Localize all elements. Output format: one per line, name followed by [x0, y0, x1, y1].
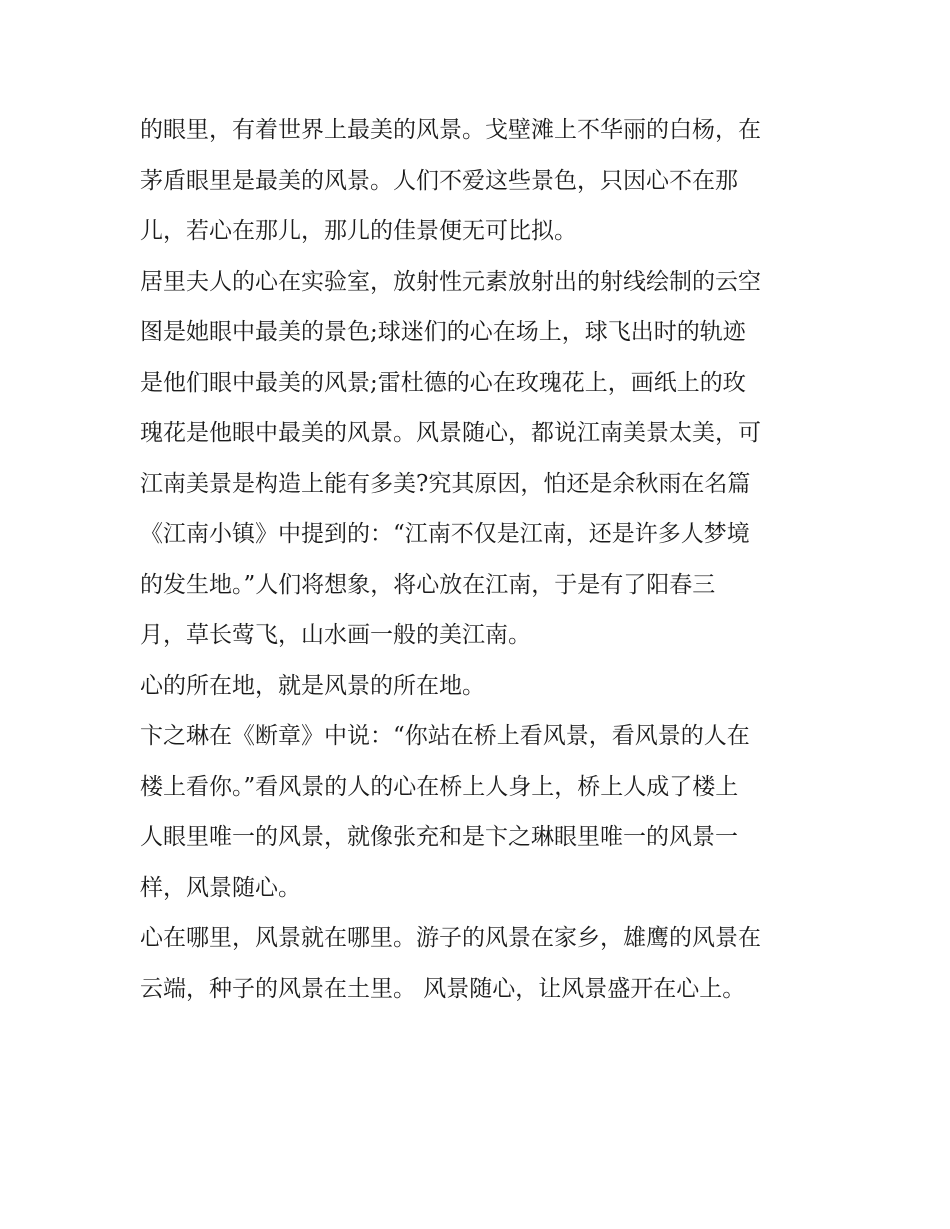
text-line: 是他们眼中最美的风景;雷杜德的心在玫瑰花上，画纸上的玫 [140, 369, 746, 396]
essay-text [140, 105, 830, 1014]
text-line: 儿，若心在那儿，那儿的佳景便无可比拟。 [140, 218, 577, 244]
text-line: 的发生地。”人们将想象，将心放在江南，于是有了阳春三 [140, 571, 716, 598]
text-line: 瑰花是他眼中最美的风景。风景随心，都说江南美景太美，可 [140, 420, 761, 446]
text-line: 云端，种子的风景在土里。 风景随心，让风景盛开在心上。 [140, 975, 746, 1002]
text-line: 楼上看你。”看风景的人的心在桥上人身上，桥上人成了楼上 [140, 773, 739, 800]
text-line: 江南美景是构造上能有多美?究其原因，怕还是余秋雨在名篇 [140, 470, 751, 497]
text-line: 卞之琳在《断章》中说：“你站在桥上看风景，看风景的人在 [140, 723, 750, 749]
text-line: 心在哪里，风景就在哪里。游子的风景在家乡，雄鹰的风景在 [140, 925, 761, 951]
text-line: 茅盾眼里是最美的风景。人们不爱这些景色，只因心不在那 [140, 167, 738, 194]
text-line: 样，风景随心。 [140, 874, 301, 901]
text-line: 《江南小镇》中提到的：“江南不仅是江南，还是许多人梦境 [140, 521, 750, 547]
text-line: 居里夫人的心在实验室，放射性元素放射出的射线绘制的云空 [140, 268, 761, 295]
text-line: 的眼里，有着世界上最美的风景。戈壁滩上不华丽的白杨，在 [140, 117, 761, 143]
text-line: 心的所在地，就是风景的所在地。 [140, 672, 485, 699]
text-line: 图是她眼中最美的景色;球迷们的心在场上，球飞出时的轨迹 [140, 319, 746, 345]
text-line: 月，草长莺飞，山水画一般的美江南。 [140, 622, 531, 648]
text-line: 人眼里唯一的风景，就像张充和是卞之琳眼里唯一的风景一 [140, 824, 738, 850]
